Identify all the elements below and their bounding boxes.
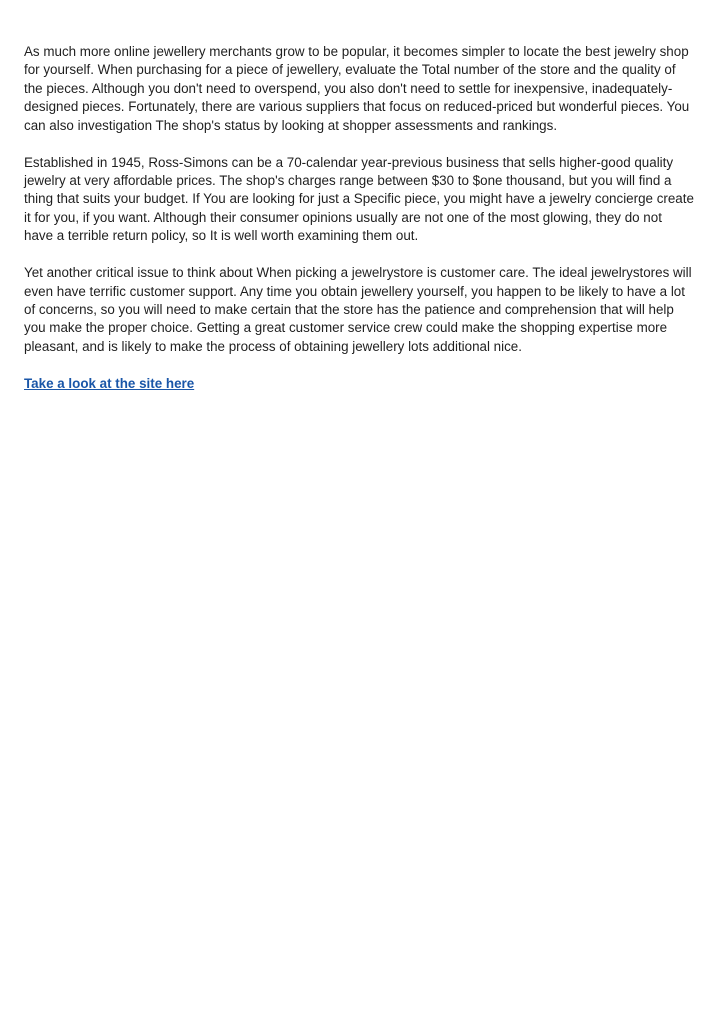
paragraph-customer-care: Yet another critical issue to think about When picking a jewelrystore is customer care. The ideal jewelrystores will even have terrific customer support. Any time you obtain jewellery yourself, you happen to be likely to have a lot of concerns, so you will need to make certain that the store has the patience and comprehension that will help you make the proper choice. Getting a great customer service crew could make the shopping expertise more pleasant, and is likely to make the process of obtaining jewellery lots additional nice. (24, 265, 692, 354)
site-link[interactable]: Take a look at the site here (24, 375, 195, 391)
paragraph-ross-simons: Established in 1945, Ross-Simons can be a 70-calendar year-previous business that sells higher-good quality jewelry at very affordable prices. The shop's charges range between $30 to $one thousand, but you will find a thing that suits your budget. If You are looking for just a Specific piece, you might have a jewelry concierge create it for you, if you want. Although their consumer opinions usually are not one of the most glowing, they do not have a terrible return policy, so It is well worth examining them out. (24, 154, 694, 244)
paragraph-intro: As much more online jewellery merchants grow to be popular, it becomes simpler to locate the best jewelry shop for yourself. When purchasing for a piece of jewellery, evaluate the Total number of the store and the quality of the pieces. Although you don't need to overspend, you also don't need to settle for inexpensive, inadequately-designed pieces. Fortunately, there are various suppliers that focus on reduced-priced but wonderful pieces. You can also investigation The shop's status by looking at shopper assessments and rankings. (24, 44, 690, 133)
